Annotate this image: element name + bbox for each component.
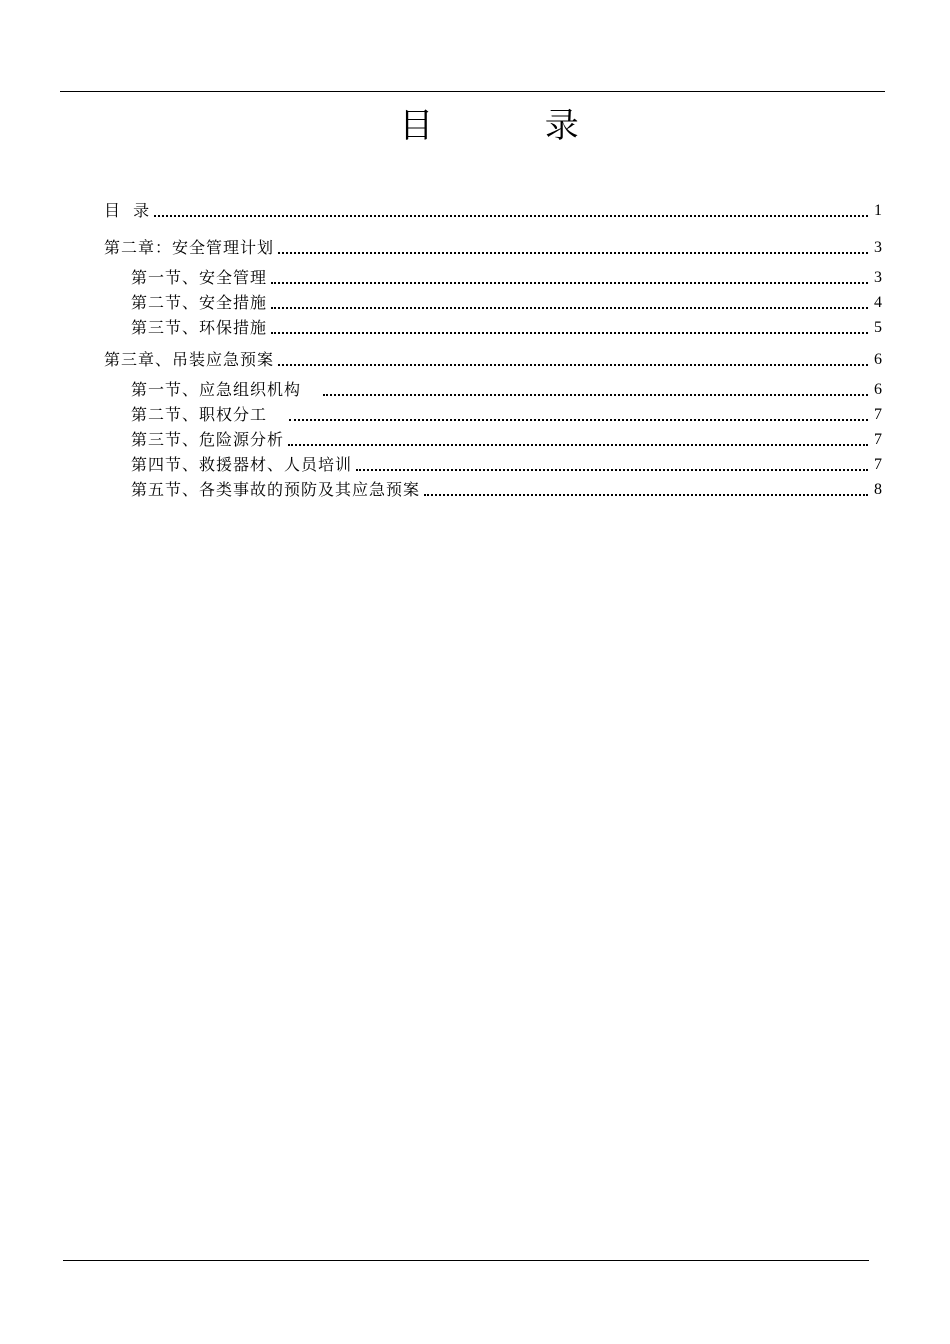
toc-entry-ch2-sec1[interactable] bbox=[131, 266, 882, 288]
toc-entry-label: 第三章、吊装应急预案 bbox=[104, 350, 275, 369]
toc-page-number: 8 bbox=[874, 481, 882, 498]
toc-leader-dots bbox=[271, 332, 868, 334]
page-title: 目 录 bbox=[399, 106, 609, 146]
toc-entry-label: 第五节、各类事故的预防及其应急预案 bbox=[131, 480, 421, 499]
toc-leader-dots bbox=[271, 282, 868, 284]
toc-entry-label: 第一节、安全管理 bbox=[131, 268, 268, 287]
toc-entry-label: 第二章：安全管理计划 bbox=[104, 238, 275, 257]
toc-entry-chapter-2[interactable] bbox=[104, 236, 882, 258]
toc-entry-label: 第四节、救援器材、人员培训 bbox=[131, 455, 353, 474]
toc-entry-ch2-sec3[interactable] bbox=[131, 316, 882, 338]
toc-entry-label: 第三节、环保措施 bbox=[131, 318, 268, 337]
toc-leader-dots bbox=[271, 307, 868, 309]
toc-entry-label: 第二节、职权分工 bbox=[131, 405, 286, 424]
toc-entry-contents[interactable] bbox=[104, 199, 882, 221]
toc-leader-dots bbox=[289, 419, 868, 421]
toc-entry-label: 目 录 bbox=[104, 201, 151, 220]
toc-page-number: 4 bbox=[874, 294, 882, 311]
toc-entry-ch3-sec4[interactable] bbox=[131, 453, 882, 475]
toc-leader-dots bbox=[288, 444, 868, 446]
toc-leader-dots bbox=[154, 215, 868, 217]
toc-entry-ch3-sec2[interactable] bbox=[131, 403, 882, 425]
toc-page-number: 1 bbox=[874, 202, 882, 219]
toc-leader-dots bbox=[356, 469, 868, 471]
toc-page-number: 6 bbox=[874, 381, 882, 398]
toc-entry-ch3-sec3[interactable] bbox=[131, 428, 882, 450]
toc-entry-ch2-sec2[interactable] bbox=[131, 291, 882, 313]
toc-leader-dots bbox=[278, 252, 868, 254]
toc-page-number: 7 bbox=[874, 431, 882, 448]
toc-leader-dots bbox=[278, 364, 868, 366]
toc-entry-label: 第一节、应急组织机构 bbox=[131, 380, 320, 399]
toc-entry-chapter-3[interactable] bbox=[104, 348, 882, 370]
toc-page-number: 5 bbox=[874, 319, 882, 336]
toc-entry-label: 第三节、危险源分析 bbox=[131, 430, 285, 449]
toc-page-number: 3 bbox=[874, 239, 882, 256]
header-rule bbox=[60, 91, 885, 92]
toc-page-number: 7 bbox=[874, 456, 882, 473]
toc-leader-dots bbox=[424, 494, 868, 496]
toc-entry-label: 第二节、安全措施 bbox=[131, 293, 268, 312]
toc-page-number: 7 bbox=[874, 406, 882, 423]
toc-entry-ch3-sec1[interactable] bbox=[131, 378, 882, 400]
toc-page-number: 6 bbox=[874, 351, 882, 368]
toc-page-number: 3 bbox=[874, 269, 882, 286]
footer-rule bbox=[63, 1260, 869, 1261]
toc-leader-dots bbox=[323, 394, 868, 396]
toc-entry-ch3-sec5[interactable] bbox=[131, 478, 882, 500]
